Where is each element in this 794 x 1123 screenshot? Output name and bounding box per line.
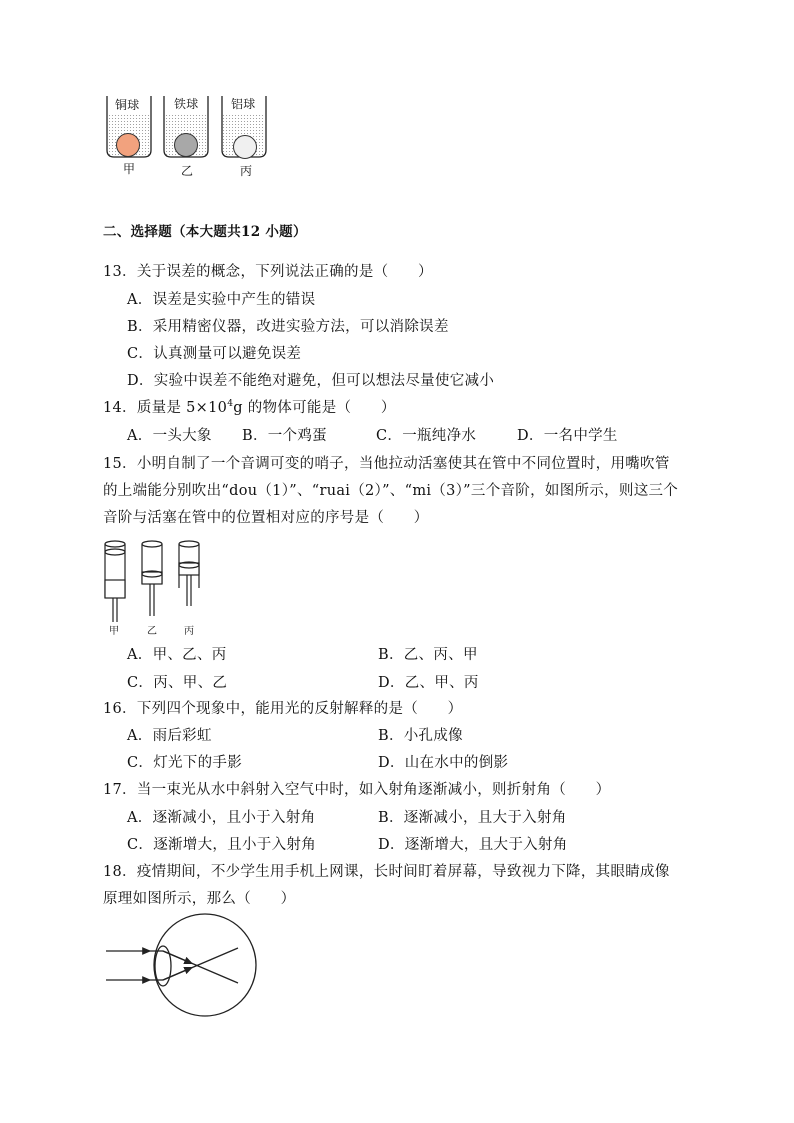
eyeball bbox=[154, 914, 256, 1016]
q17-option-c: C．逐渐增大，且小于入射角 bbox=[127, 837, 316, 853]
tube-caption-yi: 乙 bbox=[147, 626, 158, 637]
q16-option-a: A．雨后彩虹 bbox=[127, 728, 212, 744]
q14-option-b: B．一个鸡蛋 bbox=[242, 428, 327, 444]
q15-option-d: D．乙、甲、丙 bbox=[378, 675, 479, 691]
q17-option-a: A．逐渐减小，且小于入射角 bbox=[127, 810, 316, 826]
q13-option-c: C．认真测量可以避免误差 bbox=[127, 346, 302, 362]
tube-caption-jia: 甲 bbox=[109, 626, 120, 637]
q13-option-a: A．误差是实验中产生的错误 bbox=[127, 292, 316, 308]
q17-option-d: D．逐渐增大，且大于入射角 bbox=[378, 837, 568, 853]
label-copper: 铜球 bbox=[115, 98, 140, 112]
q16-option-c: C．灯光下的手影 bbox=[127, 755, 242, 771]
question-15-line-2: 的上端能分别吹出“dou（1）”、“ruai（2）”、“mi（3）”三个音阶，如图所示，则这三个 bbox=[103, 483, 679, 499]
q16-option-d: D．山在水中的倒影 bbox=[378, 755, 509, 771]
caption-bing: 丙 bbox=[240, 164, 253, 178]
q15-option-a: A．甲、乙、丙 bbox=[127, 647, 227, 663]
q15-option-b: B．乙、丙、甲 bbox=[378, 647, 478, 663]
question-15-line-3: 音阶与活塞在管中的位置相对应的序号是（ ） bbox=[103, 510, 429, 526]
caption-jia: 甲 bbox=[123, 162, 136, 176]
q14-option-c: C．一瓶纯净水 bbox=[376, 428, 477, 444]
label-aluminum: 铝球 bbox=[231, 97, 256, 111]
q14-option-d: D．一名中学生 bbox=[517, 428, 618, 444]
question-18-line-2: 原理如图所示，那么（ ） bbox=[103, 891, 296, 907]
q13-option-d: D．实验中误差不能绝对避免，但可以想法尽量使它减小 bbox=[127, 373, 495, 389]
q14-stem-post: g 的物体可能是（ ） bbox=[233, 400, 396, 416]
q13-option-b: B．采用精密仪器，改进实验方法，可以消除误差 bbox=[127, 319, 449, 335]
question-17-stem: 17．当一束光从水中斜射入空气中时，如入射角逐渐减小，则折射角（ ） bbox=[103, 782, 611, 798]
question-15-line-1: 15．小明自制了一个音调可变的哨子，当他拉动活塞使其在管中不同位置时，用嘴吹管 bbox=[103, 456, 670, 472]
q14-stem-pre: 14．质量是 5×10 bbox=[103, 400, 228, 416]
q14-option-a: A．一头大象 bbox=[127, 428, 212, 444]
q16-option-b: B．小孔成像 bbox=[378, 728, 463, 744]
question-18-line-1: 18．疫情期间，不少学生用手机上网课，长时间盯着屏幕，导致视力下降，其眼睛成像 bbox=[103, 864, 670, 880]
tube-caption-bing: 丙 bbox=[184, 626, 195, 637]
caption-yi: 乙 bbox=[181, 164, 194, 178]
q17-option-b: B．逐渐减小，且大于入射角 bbox=[378, 810, 567, 826]
q15-option-c: C．丙、甲、乙 bbox=[127, 675, 228, 691]
question-16-stem: 16．下列四个现象中，能用光的反射解释的是（ ） bbox=[103, 701, 463, 717]
question-13-stem: 13．关于误差的概念，下列说法正确的是（ ） bbox=[103, 264, 433, 280]
section-heading: 二、选择题（本大题共12 小题） bbox=[103, 224, 307, 240]
label-iron: 铁球 bbox=[174, 97, 199, 111]
q14-stem-exponent: 4 bbox=[227, 399, 234, 410]
